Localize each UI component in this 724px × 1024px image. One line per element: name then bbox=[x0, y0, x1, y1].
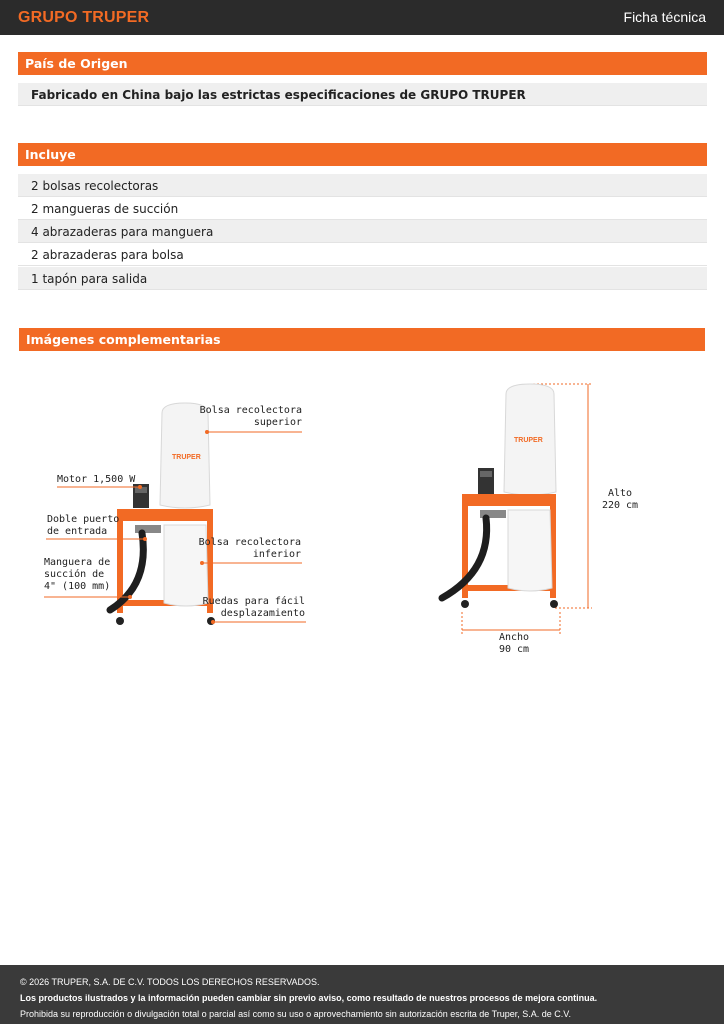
document-type: Ficha técnica bbox=[623, 9, 706, 25]
wheels-label: Ruedas para fácil desplazamiento bbox=[202, 596, 305, 619]
list-item: 1 tapón para salida bbox=[18, 267, 707, 290]
notice-text: Los productos ilustrados y la información pueden cambiar sin previo aviso, como resultado de nuestros procesos de mejora continua. bbox=[20, 993, 598, 1003]
footer bbox=[0, 965, 724, 1024]
top-bar bbox=[0, 0, 724, 35]
list-item: 2 abrazaderas para bolsa bbox=[18, 243, 707, 266]
includes-section-title: Incluye bbox=[18, 143, 707, 166]
origin-text: Fabricado en China bajo las estrictas especificaciones de GRUPO TRUPER bbox=[18, 83, 707, 106]
copyright-text: © 2026 TRUPER, S.A. DE C.V. TODOS LOS DERECHOS RESERVADOS. bbox=[20, 977, 320, 987]
list-item: 2 mangueras de succión bbox=[18, 197, 707, 220]
upper-bag-label: Bolsa recolectora superior bbox=[199, 405, 302, 428]
motor-label: Motor 1,500 W bbox=[57, 474, 136, 485]
lower-bag-label: Bolsa recolectora inferior bbox=[198, 537, 301, 560]
inlet-label: Doble puerto de entrada bbox=[47, 514, 120, 537]
product-brand-label: TRUPER bbox=[514, 437, 543, 444]
dust-collector-dimensions-illustration bbox=[420, 380, 580, 620]
height-dimension-label: Alto 220 cm bbox=[601, 488, 639, 511]
product-brand-label: TRUPER bbox=[172, 454, 201, 461]
legal-text: Prohibida su reproducción o divulgación total o parcial así como su uso o aprovechamiento sin autorización escrita de Truper, S.A. de C.V. bbox=[20, 1009, 571, 1019]
images-section-title: Imágenes complementarias bbox=[19, 328, 705, 351]
origin-section-title: País de Origen bbox=[18, 52, 707, 75]
list-item: 4 abrazaderas para manguera bbox=[18, 220, 707, 243]
width-dimension-label: Ancho 90 cm bbox=[498, 632, 530, 655]
brand-logo: GRUPO TRUPER bbox=[18, 9, 150, 26]
hose-label: Manguera de succión de 4" (100 mm) bbox=[44, 557, 111, 592]
list-item: 2 bolsas recolectoras bbox=[18, 174, 707, 197]
